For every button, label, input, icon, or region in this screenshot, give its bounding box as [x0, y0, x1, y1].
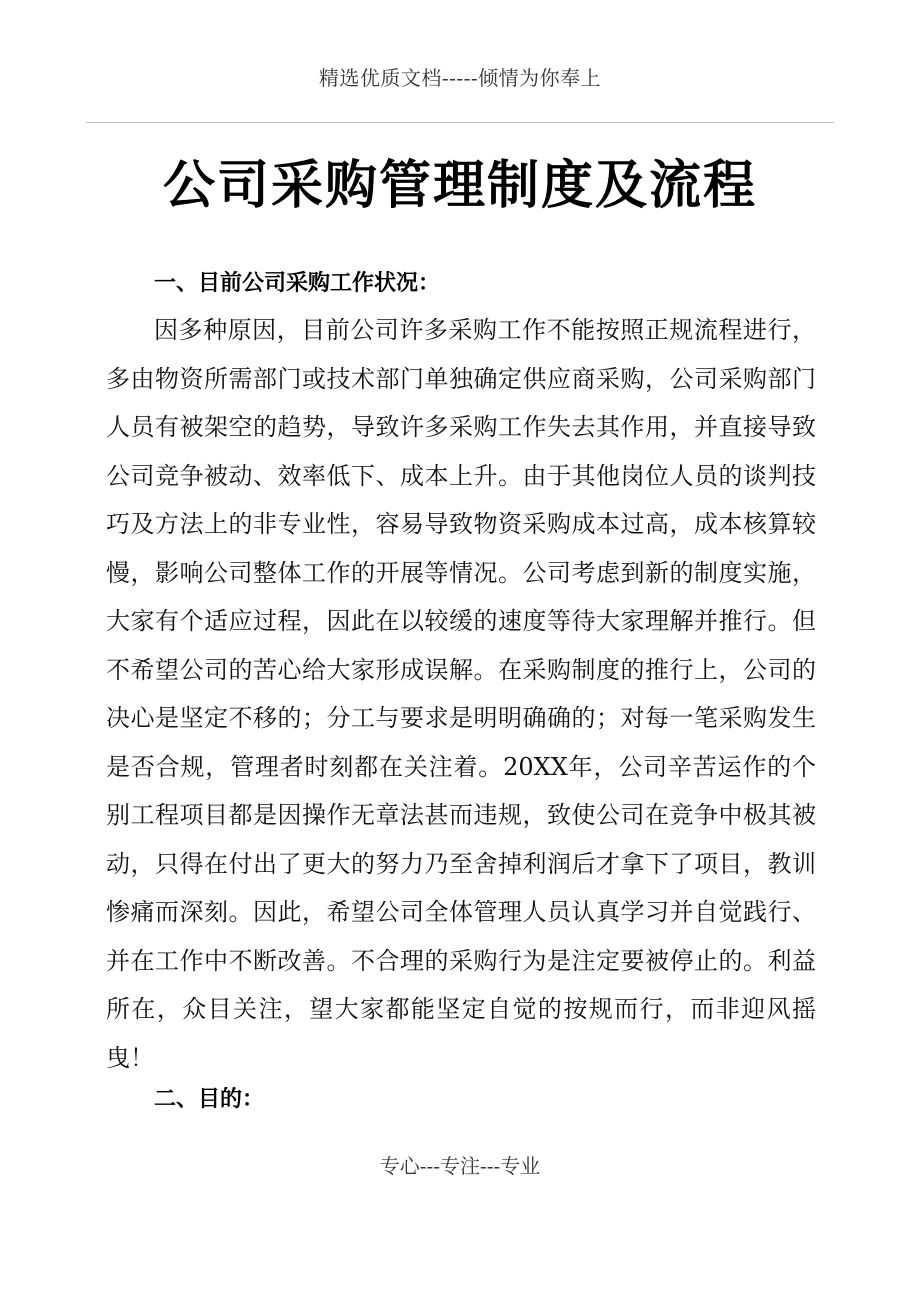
document-title: 公司采购管理制度及流程 — [162, 156, 757, 216]
section-heading-current-status: 一、目前公司采购工作状况： — [154, 271, 441, 296]
header-divider — [86, 122, 834, 123]
page-header: 精选优质文档-----倾情为你奉上 — [318, 66, 602, 90]
page-footer: 专心---专注---专业 — [379, 1154, 541, 1178]
section-heading-purpose: 二、目的： — [154, 1087, 265, 1112]
body-paragraph: 因多种原因，目前公司许多采购工作不能按照正规流程进行，多由物资所需部门或技术部门单独确定供应商采购，公司采购部门人员有被架空的趋势，导致许多采购工作失去其作用，并直接导致公司竞争被动、效率低下、成本上升。由于其他岗位人员的谈判技巧及方法上的非专业性，容易导致物资采购成本过高，成本核算较慢，影响公司整体工作的开展等情况。公司考虑到新的制度实施，大家有个适应过程，因此在以较缓的速度等待大家理解并推行。但不希望公司的苦心给大家形成误解。在采购制度的推行上，公司的决心是坚定不移的；分工与要求是明明确确的；对每一笔采购发生是否合规，管理者时刻都在关注着。20XX年，公司辛苦运作的个别工程项目都是因操作无章法甚而违规，致使公司在竞争中极其被动，只得在付出了更大的努力乃至舍掉利润后才拿下了项目，教训惨痛而深刻。因此，希望公司全体管理人员认真学习并自觉践行、并在工作中不断改善。不合理的采购行为是注定要被停止的。利益所在，众目关注，望大家都能坚定自觉的按规而行，而非迎风摇曳！ — [106, 316, 816, 1072]
